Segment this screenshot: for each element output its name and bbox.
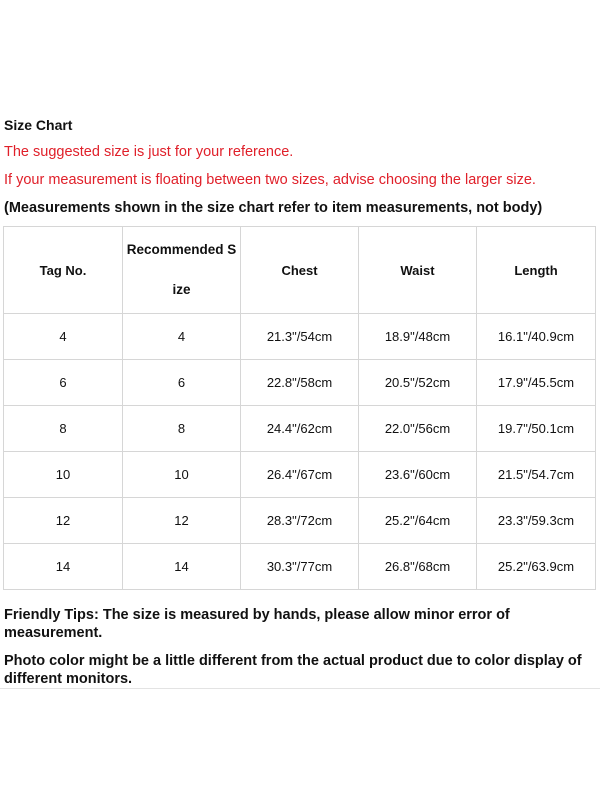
- cell-waist: 23.6"/60cm: [359, 452, 477, 498]
- cell-recommended-size: 10: [123, 452, 241, 498]
- cell-chest: 30.3"/77cm: [241, 544, 359, 590]
- size-chart-title: Size Chart: [4, 117, 73, 133]
- header-length: Length: [477, 227, 596, 314]
- table-row: [4, 314, 596, 360]
- cell-recommended-size: 8: [123, 406, 241, 452]
- cell-waist: 20.5"/52cm: [359, 360, 477, 406]
- table-row: [4, 452, 596, 498]
- cell-recommended-size: 6: [123, 360, 241, 406]
- cell-chest: 26.4"/67cm: [241, 452, 359, 498]
- floating-size-note: If your measurement is floating between two sizes, advise choosing the larger size.: [4, 172, 536, 188]
- photo-color-note: Photo color might be a little different from the actual product due to color display of different monitors.: [4, 653, 582, 687]
- table-header-row: [4, 227, 596, 314]
- header-chest: Chest: [241, 227, 359, 314]
- cell-recommended-size: 12: [123, 498, 241, 544]
- measurements-note: (Measurements shown in the size chart refer to item measurements, not body): [4, 200, 543, 216]
- cell-chest: 24.4"/62cm: [241, 406, 359, 452]
- cell-length: 19.7"/50.1cm: [477, 406, 596, 452]
- cell-tag-no: 10: [4, 452, 123, 498]
- cell-waist: 26.8"/68cm: [359, 544, 477, 590]
- cell-tag-no: 8: [4, 406, 123, 452]
- cell-tag-no: 4: [4, 314, 123, 360]
- table-row: [4, 360, 596, 406]
- cell-recommended-size: 14: [123, 544, 241, 590]
- table-row: [4, 406, 596, 452]
- cell-chest: 21.3"/54cm: [241, 314, 359, 360]
- header-recommended-size: Recommended Size: [123, 227, 241, 314]
- cell-waist: 22.0"/56cm: [359, 406, 477, 452]
- table-row: [4, 498, 596, 544]
- header-tag-no: Tag No.: [4, 227, 123, 314]
- cell-waist: 18.9"/48cm: [359, 314, 477, 360]
- size-chart-document: [0, 108, 600, 689]
- cell-recommended-size: 4: [123, 314, 241, 360]
- cell-length: 17.9"/45.5cm: [477, 360, 596, 406]
- cell-length: 21.5"/54.7cm: [477, 452, 596, 498]
- friendly-tips: Friendly Tips: The size is measured by hands, please allow minor error of measurement.: [4, 607, 510, 641]
- cell-tag-no: 6: [4, 360, 123, 406]
- cell-chest: 22.8"/58cm: [241, 360, 359, 406]
- table-row: [4, 544, 596, 590]
- cell-tag-no: 12: [4, 498, 123, 544]
- header-waist: Waist: [359, 227, 477, 314]
- suggested-size-note: The suggested size is just for your reference.: [4, 144, 294, 160]
- cell-length: 16.1"/40.9cm: [477, 314, 596, 360]
- cell-chest: 28.3"/72cm: [241, 498, 359, 544]
- cell-tag-no: 14: [4, 544, 123, 590]
- cell-waist: 25.2"/64cm: [359, 498, 477, 544]
- size-table: [3, 226, 596, 590]
- cell-length: 25.2"/63.9cm: [477, 544, 596, 590]
- cell-length: 23.3"/59.3cm: [477, 498, 596, 544]
